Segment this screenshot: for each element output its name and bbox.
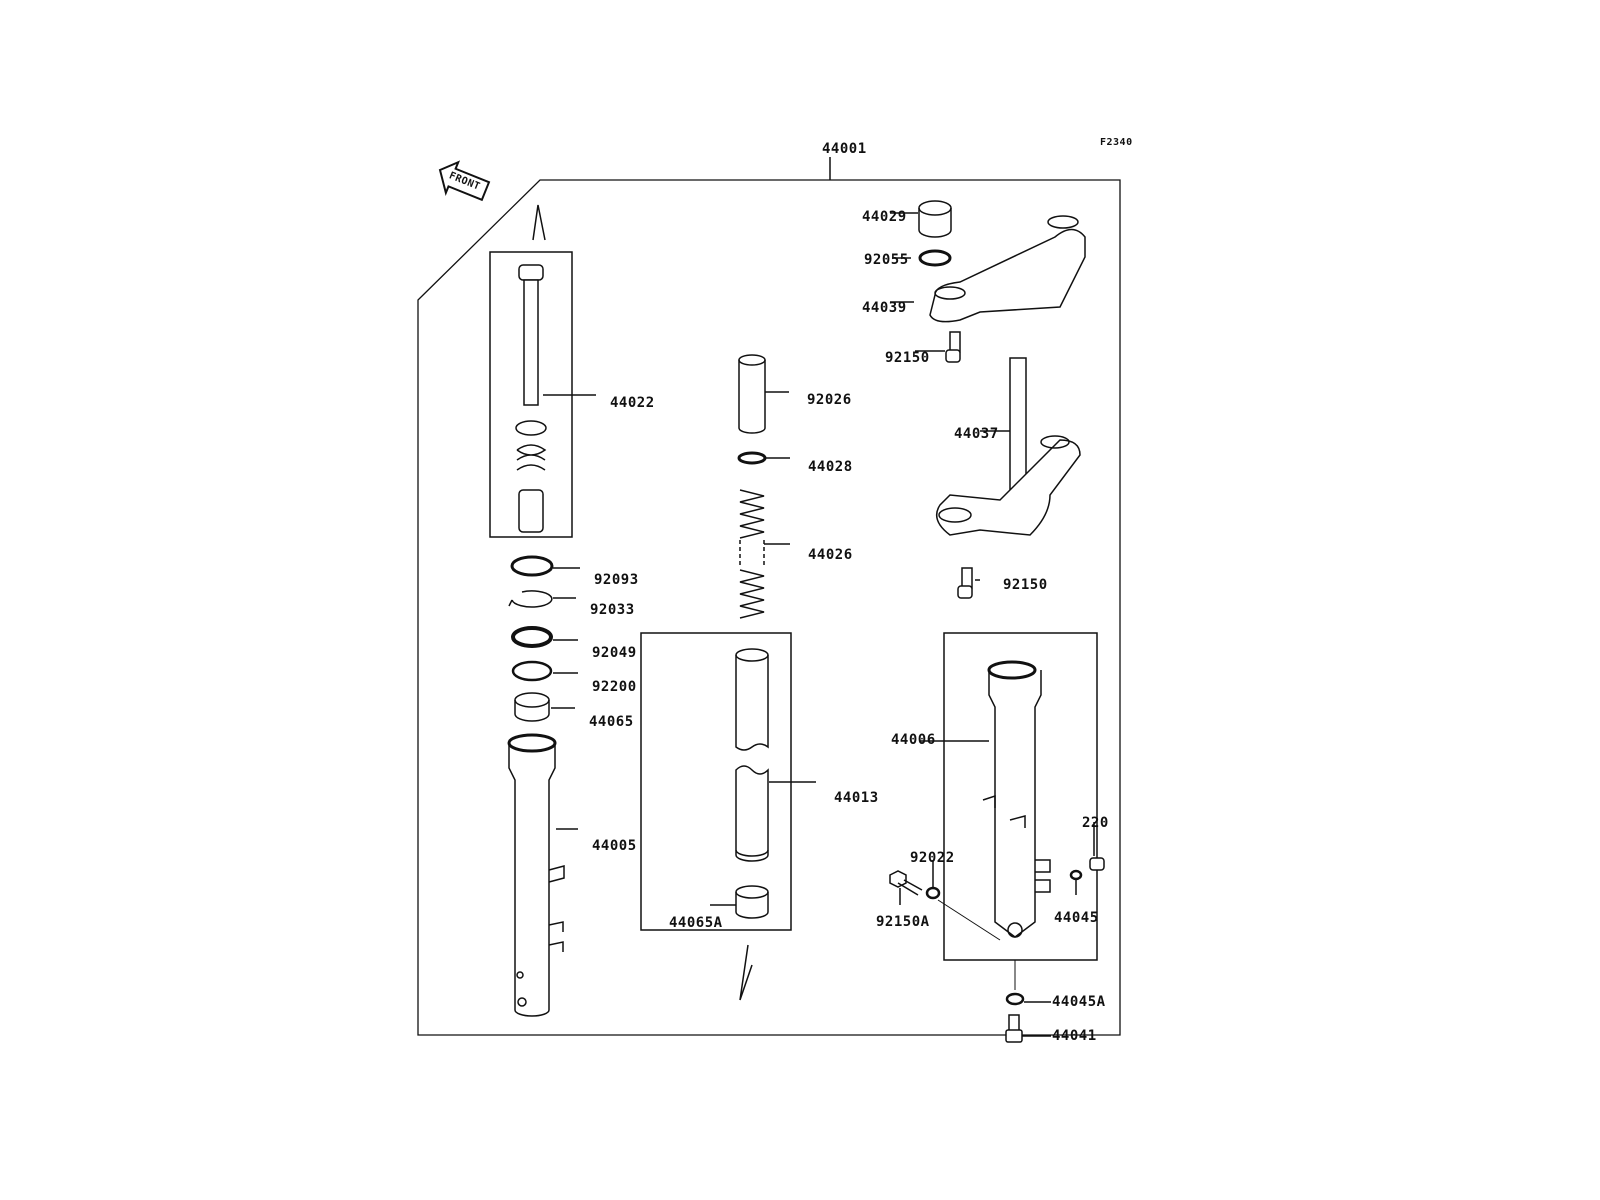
label-92150A: 92150A	[876, 914, 930, 930]
part-92033	[509, 591, 552, 607]
part-220	[1090, 858, 1104, 870]
label-44045: 44045	[1054, 910, 1099, 926]
part-92026	[739, 355, 765, 433]
part-44006	[983, 662, 1050, 937]
part-44013	[736, 649, 768, 918]
part-92055	[920, 251, 950, 265]
label-92022: 92022	[910, 850, 955, 866]
label-44065: 44065	[589, 714, 634, 730]
label-44045A: 44045A	[1052, 994, 1106, 1010]
label-44037: 44037	[954, 426, 999, 442]
label-44006: 44006	[891, 732, 936, 748]
label-92200: 92200	[592, 679, 637, 695]
part-92200	[513, 662, 551, 680]
part-92150A	[890, 871, 922, 895]
part-44041	[1006, 1015, 1022, 1042]
label-220: 220	[1082, 815, 1109, 831]
label-44001: 44001	[822, 141, 867, 157]
label-44022: 44022	[610, 395, 655, 411]
label-44039: 44039	[862, 300, 907, 316]
front-label: FRONT	[447, 170, 482, 193]
part-92022	[927, 888, 939, 898]
figure-code: F2340	[1100, 137, 1133, 148]
label-44026: 44026	[808, 547, 853, 563]
label-44005: 44005	[592, 838, 637, 854]
part-44065	[515, 693, 549, 721]
part-44026	[740, 490, 764, 618]
part-44045	[1071, 871, 1081, 879]
label-92150: 92150	[1003, 577, 1048, 593]
label-92033: 92033	[590, 602, 635, 618]
part-44005	[509, 735, 564, 1016]
label-92150: 92150	[885, 350, 930, 366]
part-44022	[516, 265, 546, 532]
label-92049: 92049	[592, 645, 637, 661]
label-92055: 92055	[864, 252, 909, 268]
label-92026: 92026	[807, 392, 852, 408]
label-44029: 44029	[862, 209, 907, 225]
part-92150-mid	[958, 568, 972, 598]
break-mark-bottom	[740, 945, 752, 1000]
part-92049	[513, 628, 551, 646]
label-44065A: 44065A	[669, 915, 723, 931]
part-44028	[739, 453, 765, 463]
part-92093	[512, 557, 552, 575]
part-44029	[919, 201, 951, 237]
label-44013: 44013	[834, 790, 879, 806]
break-mark-top	[533, 205, 545, 240]
part-44045A	[1007, 994, 1023, 1004]
part-92150-top	[946, 332, 960, 362]
label-92093: 92093	[594, 572, 639, 588]
label-44028: 44028	[808, 459, 853, 475]
part-44039	[930, 216, 1085, 322]
part-44037	[937, 358, 1080, 535]
label-44041: 44041	[1052, 1028, 1097, 1044]
